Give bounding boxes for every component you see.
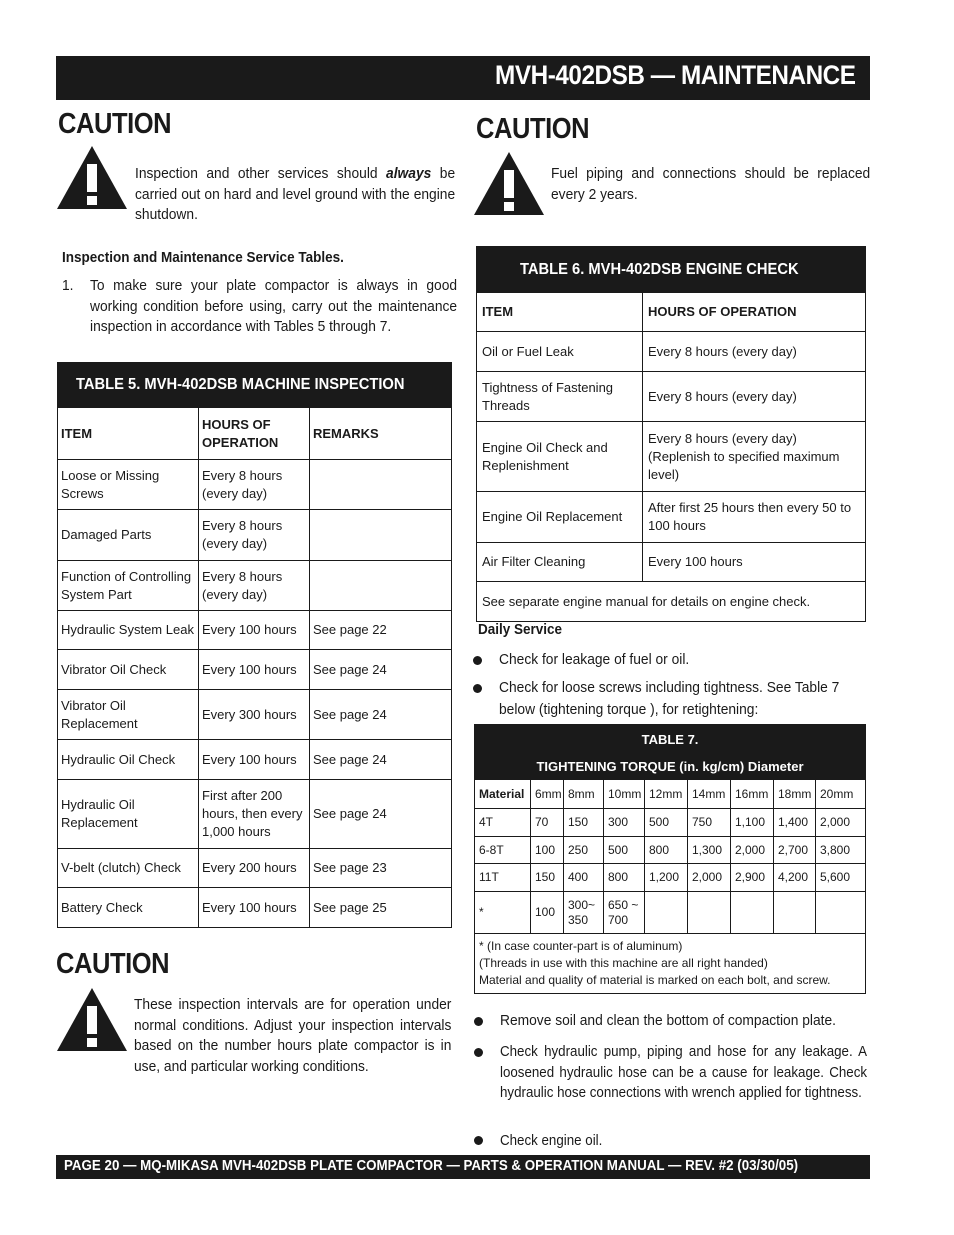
table-cell: 5,600 xyxy=(816,864,866,892)
table-cell: Damaged Parts xyxy=(58,510,199,561)
bullet-icon xyxy=(473,656,482,665)
table-cell: See page 24 xyxy=(310,780,452,849)
column-header: 6mm xyxy=(531,780,564,809)
table-cell: 1,400 xyxy=(774,809,816,837)
bullet-text: Check for loose screws including tightness. See Table 7 below (tightening torque ), for retightening: xyxy=(499,679,840,718)
table-cell: Vibrator Oil Replacement xyxy=(58,690,199,740)
table-caption: TIGHTENING TORQUE (in. kg/cm) Diameter xyxy=(475,754,866,780)
caution-text: Fuel piping and connections should be replaced every 2 years. xyxy=(551,165,871,203)
table-caption: TABLE 5. MVH-402DSB MACHINE INSPECTION xyxy=(58,363,452,408)
table-cell: After first 25 hours then every 50 to 100 hours xyxy=(643,492,866,543)
table-cell: 3,800 xyxy=(816,837,866,864)
table-cell: Every 100 hours xyxy=(643,543,866,582)
caution-heading: CAUTION xyxy=(56,948,170,980)
table-cell: 1,100 xyxy=(731,809,774,837)
footer-text: PAGE 20 — MQ-MIKASA MVH-402DSB PLATE COMPACTOR — PARTS & OPERATION MANUAL — REV. #2 (03/30/05) xyxy=(64,1158,799,1174)
table-cell: Engine Oil Check and Replenishment xyxy=(477,422,643,492)
caution-heading: CAUTION xyxy=(476,113,590,145)
table-row xyxy=(477,543,866,582)
table-cell: Every 300 hours xyxy=(199,690,310,740)
bullet-icon xyxy=(474,1136,483,1145)
caution-heading: CAUTION xyxy=(58,108,172,140)
bullet-icon xyxy=(474,1017,483,1026)
table-row xyxy=(477,372,866,422)
table-row xyxy=(58,460,452,510)
table-cell: Hydraulic Oil Replacement xyxy=(58,780,199,849)
table-row xyxy=(477,332,866,372)
column-header: 10mm xyxy=(604,780,645,809)
table-caption: TABLE 7. xyxy=(475,725,866,754)
table-cell: 2,900 xyxy=(731,864,774,892)
table-cell: Function of Controlling System Part xyxy=(58,561,199,611)
table-cell: 500 xyxy=(645,809,688,837)
table-cell: Every 8 hours (every day) xyxy=(643,372,866,422)
table-row xyxy=(475,837,866,864)
column-header: 18mm xyxy=(774,780,816,809)
table-notes xyxy=(475,934,866,994)
table-cell: 100 xyxy=(531,892,564,934)
table-cell: Hydraulic System Leak xyxy=(58,611,199,650)
table-cell: Hydraulic Oil Check xyxy=(58,740,199,780)
column-header: ITEM xyxy=(58,408,199,460)
table-cell: Every 8 hours (every day) xyxy=(199,510,310,561)
table-cell: Every 8 hours (every day) (Replenish to specified maximum level) xyxy=(643,422,866,492)
table-cell: 2,700 xyxy=(774,837,816,864)
table-row xyxy=(475,892,866,934)
table-cell: 1,200 xyxy=(645,864,688,892)
table-cell xyxy=(310,460,452,510)
warning-icon xyxy=(56,986,128,1052)
table-cell: Every 8 hours (every day) xyxy=(643,332,866,372)
table-cell: 100 xyxy=(531,837,564,864)
table-row xyxy=(58,561,452,611)
table-row xyxy=(475,864,866,892)
table-cell: Every 100 hours xyxy=(199,888,310,928)
table-row xyxy=(58,740,452,780)
footer-bar xyxy=(56,1155,870,1179)
table-cell xyxy=(816,892,866,934)
table-cell xyxy=(310,561,452,611)
column-header: 12mm xyxy=(645,780,688,809)
column-header: 8mm xyxy=(564,780,604,809)
table-cell: See page 22 xyxy=(310,611,452,650)
table-cell: 300~ 350 xyxy=(564,892,604,934)
table-cell: See page 25 xyxy=(310,888,452,928)
header-bar xyxy=(56,56,870,100)
section-heading: Inspection and Maintenance Service Tables. xyxy=(62,249,344,266)
table-cell: 750 xyxy=(688,809,731,837)
bullet-text: Check for leakage of fuel or oil. xyxy=(499,651,690,668)
table-cell: 11T xyxy=(475,864,531,892)
table-cell: 150 xyxy=(564,809,604,837)
table-cell: See page 24 xyxy=(310,740,452,780)
table-note: (Threads in use with this machine are all right handed) xyxy=(479,956,768,970)
table-row xyxy=(475,809,866,837)
column-header: 14mm xyxy=(688,780,731,809)
table-row xyxy=(477,422,866,492)
table-cell: 4T xyxy=(475,809,531,837)
table-cell: 800 xyxy=(645,837,688,864)
table-cell: 2,000 xyxy=(731,837,774,864)
table-cell: 300 xyxy=(604,809,645,837)
list-item-text: To make sure your plate compactor is always in good working condition before using, carry out the maintenance inspection in accordance with Tables 5 through 7. xyxy=(90,277,458,335)
caution-text: Inspection and other services should always be carried out on hard and level ground with the engine shutdown. xyxy=(135,165,456,223)
column-header: HOURS OF OPERATION xyxy=(643,293,866,332)
table-cell: 150 xyxy=(531,864,564,892)
section-heading: Daily Service xyxy=(478,621,563,638)
table-cell: See page 24 xyxy=(310,650,452,690)
page-title: MVH-402DSB — MAINTENANCE xyxy=(495,60,856,90)
table-row xyxy=(58,888,452,928)
table-cell: Every 200 hours xyxy=(199,849,310,888)
warning-icon xyxy=(473,150,545,216)
table-cell: Engine Oil Replacement xyxy=(477,492,643,543)
table-cell: V-belt (clutch) Check xyxy=(58,849,199,888)
bullet-icon xyxy=(474,1048,483,1057)
table-row xyxy=(58,690,452,740)
table-cell: See page 24 xyxy=(310,690,452,740)
table-row xyxy=(477,492,866,543)
table-cell: Battery Check xyxy=(58,888,199,928)
table-row xyxy=(58,650,452,690)
table-cell: 2,000 xyxy=(816,809,866,837)
engine-check-table xyxy=(476,246,866,622)
column-header: 20mm xyxy=(816,780,866,809)
table-note: Material and quality of material is marked on each bolt, and screw. xyxy=(479,973,831,987)
table-cell: Oil or Fuel Leak xyxy=(477,332,643,372)
caution-text: These inspection intervals are for operation under normal conditions. Adjust your inspection intervals based on the number hours plate compactor is in use, and particular working conditions. xyxy=(134,996,452,1075)
column-header: HOURS OF OPERATION xyxy=(199,408,310,460)
table-cell: 500 xyxy=(604,837,645,864)
column-header: Material xyxy=(475,780,531,809)
table-row xyxy=(58,611,452,650)
bullet-text: Check hydraulic pump, piping and hose for any leakage. A loosened hydraulic hose can be a cause for leakage. Check hydraulic hose connections with wrench applied for tightness. xyxy=(500,1044,868,1101)
column-header: 16mm xyxy=(731,780,774,809)
table-cell: Tightness of Fastening Threads xyxy=(477,372,643,422)
column-header: ITEM xyxy=(477,293,643,332)
table-note: * (In case counter-part is of aluminum) xyxy=(479,939,683,953)
table-cell xyxy=(310,510,452,561)
table-cell: See page 23 xyxy=(310,849,452,888)
bullet-text: Remove soil and clean the bottom of compaction plate. xyxy=(500,1012,837,1029)
warning-icon xyxy=(56,144,128,210)
table-footnote: See separate engine manual for details on engine check. xyxy=(477,582,866,622)
table-cell: 70 xyxy=(531,809,564,837)
table-cell: 2,000 xyxy=(688,864,731,892)
table-cell: Air Filter Cleaning xyxy=(477,543,643,582)
table-cell: 6-8T xyxy=(475,837,531,864)
table-row xyxy=(58,780,452,849)
table-cell: 4,200 xyxy=(774,864,816,892)
table-cell xyxy=(731,892,774,934)
table-cell xyxy=(645,892,688,934)
machine-inspection-table xyxy=(57,362,452,928)
table-cell: 250 xyxy=(564,837,604,864)
bullet-icon xyxy=(473,684,482,693)
table-cell: Loose or Missing Screws xyxy=(58,460,199,510)
tightening-torque-table xyxy=(474,724,866,994)
table-row xyxy=(58,510,452,561)
table-cell: 650 ~ 700 xyxy=(604,892,645,934)
table-cell: Every 100 hours xyxy=(199,650,310,690)
table-cell: 800 xyxy=(604,864,645,892)
table-cell: Every 100 hours xyxy=(199,611,310,650)
table-cell: Every 8 hours (every day) xyxy=(199,460,310,510)
table-cell: 1,300 xyxy=(688,837,731,864)
table-cell: Every 100 hours xyxy=(199,740,310,780)
column-header: REMARKS xyxy=(310,408,452,460)
table-cell: First after 200 hours, then every 1,000 hours xyxy=(199,780,310,849)
table-cell: * xyxy=(475,892,531,934)
table-row xyxy=(58,849,452,888)
table-caption: TABLE 6. MVH-402DSB ENGINE CHECK xyxy=(477,247,866,293)
list-number: 1. xyxy=(62,277,74,294)
table-cell: 400 xyxy=(564,864,604,892)
table-cell: Vibrator Oil Check xyxy=(58,650,199,690)
table-cell: Every 8 hours (every day) xyxy=(199,561,310,611)
table-cell xyxy=(774,892,816,934)
bullet-text: Check engine oil. xyxy=(500,1133,603,1149)
table-cell xyxy=(688,892,731,934)
